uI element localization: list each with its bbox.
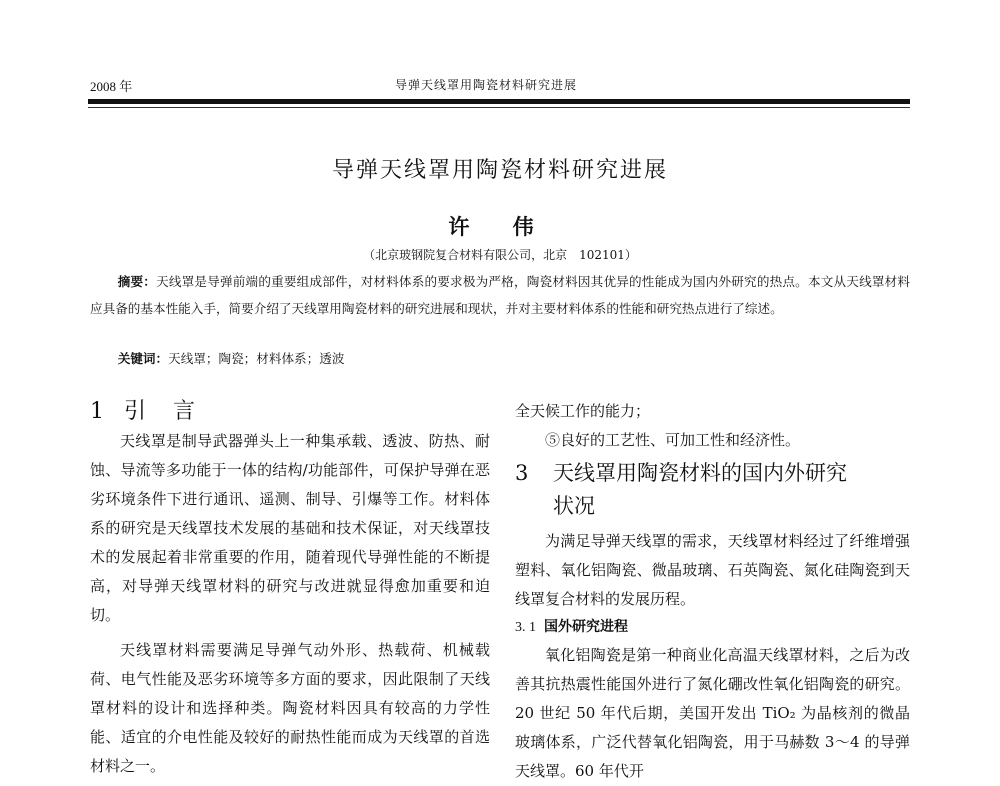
section-3-title-line2: 状况: [553, 494, 595, 518]
header-journal-title: 导弹天线罩用陶瓷材料研究进展: [395, 78, 578, 92]
intro-paragraph-2: 天线罩材料需要满足导弹气动外形、热载荷、机械载荷、电气性能及恶劣环境等多方面的要求，因此限制了天线罩材料的设计和选择种类。陶瓷材料因具有较高的力学性能、适宜的介电性能及较好的耐热性能而成为天线罩的首选材料之一。: [90, 641, 490, 775]
subsection-3-1-title: 国外研究进程: [544, 619, 628, 635]
keywords-text: 天线罩；陶瓷；材料体系；透波: [168, 351, 345, 366]
subsection-3-1-paragraph: 氧化铝陶瓷是第一种商业化高温天线罩材料，之后为改善其抗热震性能国外进行了氮化硼改性氧化铝陶瓷的研究。20 世纪 50 年代后期，美国开发出 TiO₂ 为晶核剂的微晶玻璃体系，广泛代替氧化铝陶瓷，用于马赫数 3～4 的导弹天线罩。60 年代开: [515, 646, 910, 780]
intro-paragraph-1: 天线罩是制导武器弹头上一种集承载、透波、防热、耐蚀、导流等多功能于一体的结构/功能部件，可保护导弹在恶劣环境条件下进行通讯、遥测、制导、引爆等工作。材料体系的研究是天线罩技术发展的基础和技术保证，对天线罩技术的发展起着非常重要的作用，随着现代导弹性能的不断提高，对导弹天线罩材料的研究与改进就显得愈加重要和迫切。: [90, 432, 490, 624]
abstract-label: 摘要：: [117, 274, 157, 289]
section-1-number: 1: [90, 399, 104, 424]
header-rule-thin: [88, 107, 910, 108]
section-3-number: 3: [515, 461, 529, 485]
abstract: [90, 268, 910, 322]
continued-line: 全天候工作的能力；: [515, 402, 651, 420]
header-rule-thick: [88, 99, 910, 104]
subsection-3-1-heading: [515, 614, 910, 641]
header-year: 2008 年: [90, 79, 133, 94]
list-item-5: ⑤良好的工艺性、可加工性和经济性。: [545, 431, 801, 449]
paper-affiliation: （北京玻钢院复合材料有限公司，北京 102101）: [363, 248, 637, 262]
section-1-title: 引 言: [124, 399, 205, 424]
section-3-heading: [515, 457, 910, 523]
section-3-title-line1: 天线罩用陶瓷材料的国内外研究: [553, 461, 847, 485]
right-column: [515, 397, 910, 786]
abstract-text: 天线罩是导弹前端的重要组成部件，对材料体系的要求极为严格，陶瓷材料因其优异的性能成为国内外研究的热点。本文从天线罩材料应具备的基本性能入手，简要介绍了天线罩用陶瓷材料的研究进展和现状，并对主要材料体系的性能和研究热点进行了综述。: [90, 274, 911, 316]
paper-title: 导弹天线罩用陶瓷材料研究进展: [331, 158, 668, 183]
section-3-paragraph-1: 为满足导弹天线罩的需求，天线罩材料经过了纤维增强塑料、氧化铝陶瓷、微晶玻璃、石英陶瓷、氮化硅陶瓷到天线罩复合材料的发展历程。: [515, 532, 910, 608]
keywords-label: 关键词：: [117, 351, 169, 366]
subsection-3-1-number: 3. 1: [515, 620, 536, 635]
paper-author: 许 伟: [448, 215, 552, 239]
left-column: [90, 397, 490, 781]
section-1-heading: [90, 397, 490, 427]
keywords: [90, 348, 910, 367]
running-header: [90, 76, 910, 96]
